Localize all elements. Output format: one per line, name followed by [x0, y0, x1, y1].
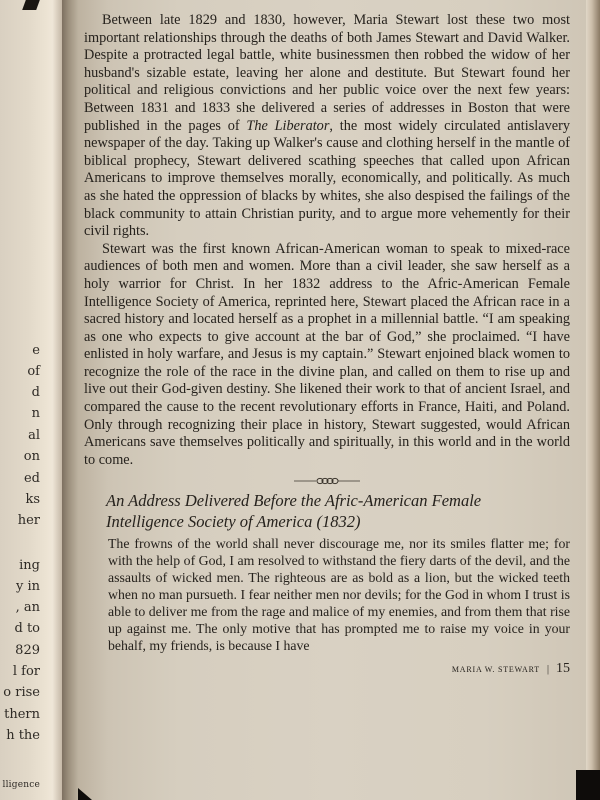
left-fragment: n [31, 406, 40, 421]
left-fragment: h the [6, 728, 40, 743]
left-page-text-fragments [0, 0, 40, 800]
intro-text [84, 12, 570, 469]
left-fragment: ks [25, 492, 40, 507]
left-fragment: of [27, 364, 40, 379]
left-fragment: thern [4, 707, 40, 722]
left-fragment: ing [19, 558, 40, 573]
ornament-row [84, 474, 570, 488]
left-fragment: al [28, 428, 40, 443]
left-fragment: y in [15, 579, 40, 594]
paragraph-text: Between late 1829 and 1830, however, Maria Stewart lost these two most important relationships through the deaths of both James Stewart and David Walker. Despite a protracted legal battle, white businessmen then robbed the widow of her husband's sizable estate, leaving her alone and destitute. But Stewart found her political and religious convictions and her public voice over the next few years: Between 1831 and 1833 she delivered a series of addresses in Boston that were published in the pages of [84, 12, 570, 134]
heading-line: An Address Delivered Before the Afric-American Female [106, 491, 482, 511]
left-fragment: ed [23, 471, 40, 486]
left-fragment: e [32, 343, 40, 358]
newspaper-title: The Liberator [246, 117, 330, 134]
left-fragment: her [17, 513, 40, 528]
running-footer [84, 659, 570, 679]
left-fragment: o rise [3, 685, 40, 700]
page-number: 15 [556, 661, 570, 677]
paragraph-text: , the most widely circulated antislavery newspaper of the day. Taking up Walker's cause and clothing herself in the mantle of biblical prophecy, Stewart delivered scathing speeches that called upon African Americans to improve themselves morally, economically, and politically. As much as she hated the oppression of blacks by whites, she also despised the failings of the black community to attain Christian purity, and to argue more vehemently for their civil rights. [84, 117, 570, 240]
page-curl-shadow [46, 0, 62, 800]
footer-author: MARIA W. STEWART [451, 665, 540, 675]
page-edge [586, 0, 600, 800]
left-fragment: d to [14, 621, 40, 636]
left-fragment: d [31, 385, 40, 400]
right-page-content [84, 12, 570, 679]
paragraph: Stewart was the first known African-American woman to speak to mixed-race audiences of both men and women. More than a civil leader, she saw herself as a holy warrior for Christ. In her 1832 address to the Afric-American Female Intelligence Society of America, reprinted here, Stewart placed the African race in a sacred history and located herself as a prophet in a millennial battle. “I am speaking as one who expects to give account at the bar of God,” she proclaimed. “I have enlisted in holy warfare, and Jesus is my captain.” Stewart enjoined black women to recognize the role of the race in the divine plan, and called on them to rise up and live out their God-given destiny. She likened their work to that of ancient Israel, and compared the cause to the recent revolutionary efforts in France, Haiti, and Poland. Only through recognizing their place in history, Stewart suggested, would African Americans save themselves politically and spiritually, in this world and in the world to come. [84, 240, 570, 468]
left-fragment: , an [15, 600, 40, 615]
background-corner [576, 770, 600, 800]
footer-separator: | [546, 664, 549, 676]
section-heading [106, 490, 570, 532]
left-fragment: 829 [15, 643, 40, 658]
decorative-rule-ornament-icon [292, 474, 362, 488]
address-text: The frowns of the world shall never discourage me, nor its smiles flatter me; for with the help of God, I am resolved to withstand the fiery darts of the devil, and the assaults of wicked men. The righteous are as bold as a lion, but the wicked teeth when no man pursueth. I fear neither men nor devils; for the God in whom I trust is able to deliver me from the rage and malice of my enemies, and from them that rise up against me. The only motive that has prompted me to raise my voice in your behalf, my friends, is because I have [108, 536, 570, 654]
left-fragment: on [23, 449, 40, 464]
heading-line: Intelligence Society of America (1832) [106, 512, 361, 532]
left-fragment: l for [12, 664, 40, 679]
paragraph [84, 12, 570, 241]
left-running-head: lligence [2, 780, 40, 790]
left-page [0, 0, 62, 800]
